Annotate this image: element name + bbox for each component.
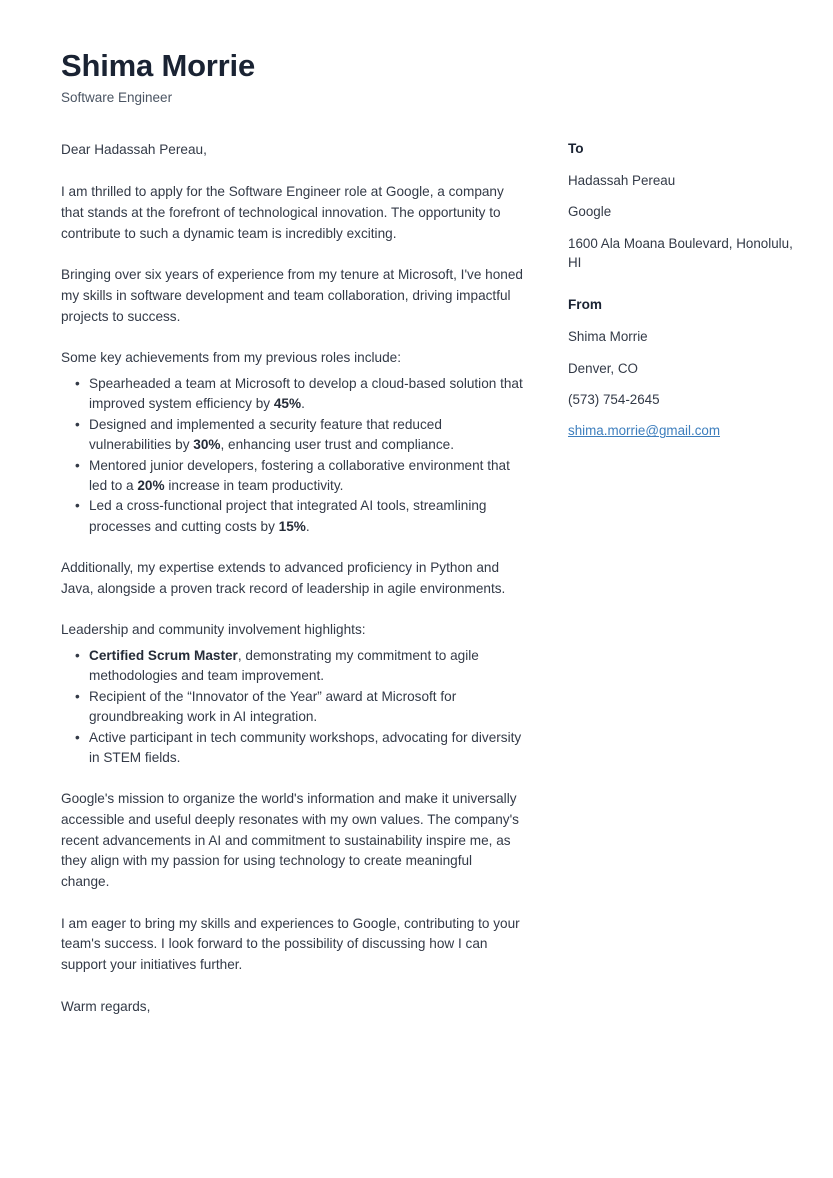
applicant-name: Shima Morrie (61, 48, 255, 83)
list-item (61, 728, 523, 769)
sender-location: Denver, CO (568, 360, 638, 376)
experience-paragraph: Bringing over six years of experience from my tenure at Microsoft, I've honed my skills in software development and team collaboration, driving impactful projects to success. (61, 267, 523, 324)
recipient-name: Hadassah Pereau (568, 172, 676, 188)
list-item-text-tail: increase in team productivity. (164, 477, 344, 493)
achievements-list (61, 374, 523, 537)
achievements-lead-in: Some key achievements from my previous roles include: (61, 350, 401, 366)
list-item-emphasis: 30% (193, 437, 221, 453)
list-item (61, 415, 523, 456)
list-item-text-tail: . (301, 396, 305, 412)
list-item (61, 687, 523, 728)
recipient-company: Google (568, 204, 612, 220)
letter-address-column (568, 140, 793, 465)
closing-paragraph: I am eager to bring my skills and experiences to Google, contributing to your team's success. I look forward to the possibility of discussing how I can support your initiatives further. (61, 915, 520, 973)
salutation: Dear Hadassah Pereau, (61, 142, 207, 157)
leadership-lead-in: Leadership and community involvement highlights: (61, 622, 366, 638)
sender-phone: (573) 754-2645 (568, 391, 660, 407)
leadership-list (61, 646, 523, 768)
list-item-text-tail: . (305, 518, 310, 534)
recipient-block (568, 140, 793, 272)
sign-off: Warm regards, (61, 998, 151, 1014)
sender-block (568, 296, 793, 440)
list-item (61, 456, 523, 497)
list-item-text-tail: , enhancing user trust and compliance. (220, 437, 454, 453)
list-item-text: Spearheaded a team at Microsoft to develop a cloud-based solution that improved system efficiency by (89, 375, 523, 412)
letter-header (61, 48, 581, 106)
list-item (61, 496, 523, 537)
recipient-heading: To (568, 141, 584, 156)
list-item (61, 646, 523, 687)
letter-content-column (61, 140, 523, 1017)
list-item-text: Recipient of the “Innovator of the Year” award at Microsoft for groundbreaking work in AI integration. (89, 688, 457, 725)
list-item (61, 374, 523, 415)
sender-email-link[interactable]: shima.morrie@gmail.com (568, 423, 720, 439)
list-item-text-tail: , demonstrating my commitment to agile methodologies and team improvement. (89, 648, 479, 684)
intro-paragraph: I am thrilled to apply for the Software Engineer role at Google, a company that stands at the forefront of technological innovation. The opportunity to contribute to such a dynamic team is incredibly exciting. (61, 184, 504, 241)
sender-name: Shima Morrie (568, 329, 648, 345)
list-item-emphasis: 15% (278, 518, 306, 534)
sender-heading: From (568, 297, 602, 313)
list-item-text: Led a cross-functional project that integrated AI tools, streamlining processes and cutting costs by (89, 498, 487, 534)
list-item-text: Active participant in tech community workshops, advocating for diversity in STEM fields. (89, 729, 522, 766)
list-item-emphasis: Certified Scrum Master (89, 648, 238, 664)
list-item-text: Designed and implemented a security feature that reduced vulnerabilities by (89, 416, 442, 453)
list-item-emphasis: 45% (273, 396, 302, 412)
applicant-job-title: Software Engineer (61, 89, 173, 105)
recipient-address: 1600 Ala Moana Boulevard, Honolulu, HI (568, 235, 793, 270)
list-item-text: Mentored junior developers, fostering a collaborative environment that led to a (89, 457, 510, 493)
list-item-emphasis: 20% (137, 477, 165, 493)
skills-paragraph: Additionally, my expertise extends to advanced proficiency in Python and Java, alongside a proven track record of leadership in agile environments. (61, 560, 506, 596)
mission-paragraph: Google's mission to organize the world's information and make it universally accessible and useful deeply resonates with my own values. The company's recent advancements in AI and commitment to sustainability inspire me, as they align with my passion for using technology to create meaningful change. (61, 791, 519, 890)
